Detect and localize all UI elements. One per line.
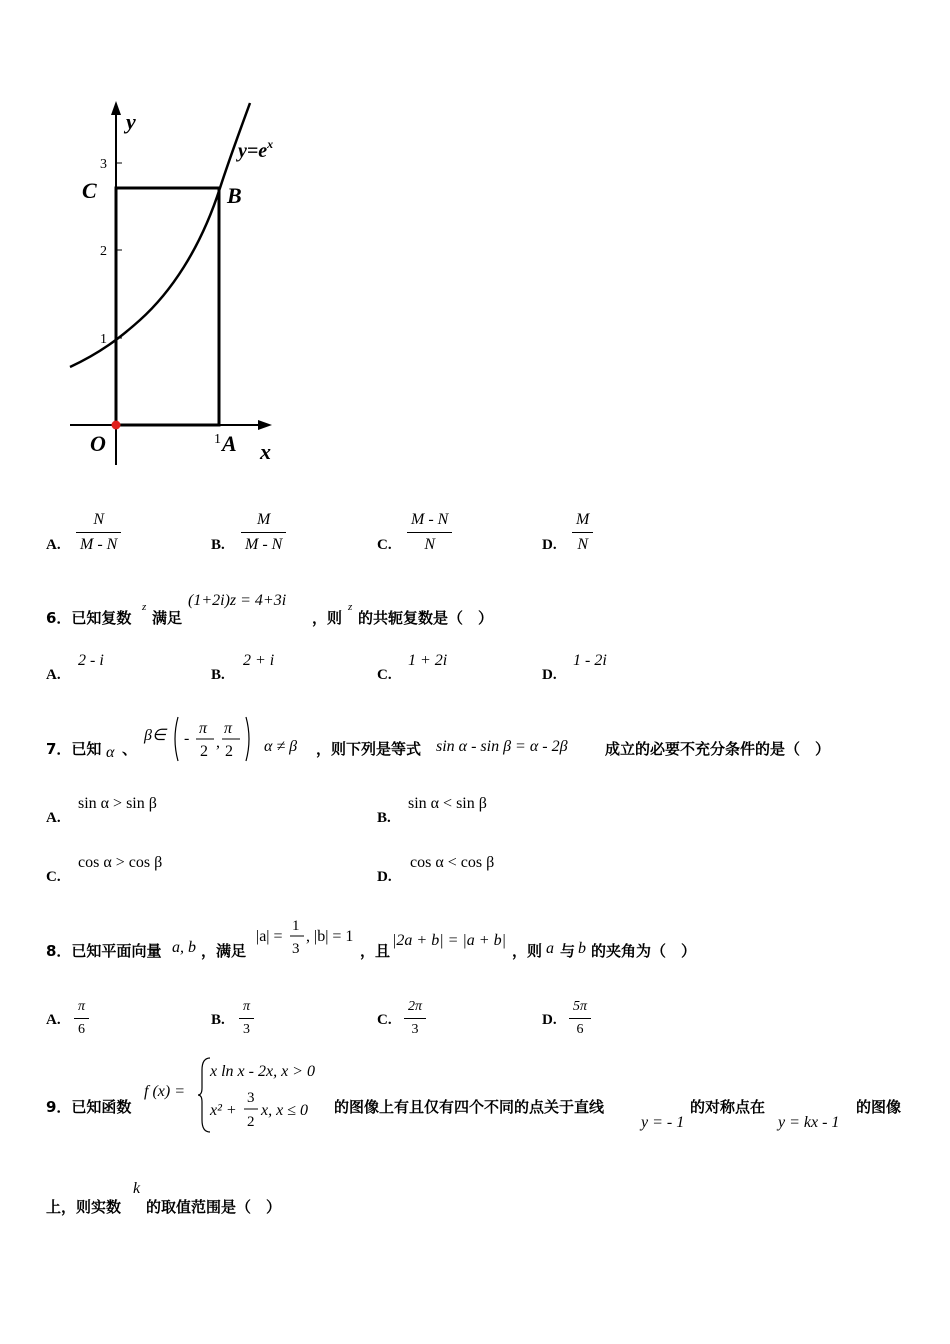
q7-option-b-label[interactable]: B. xyxy=(377,810,391,826)
q5-option-b-label[interactable]: B. xyxy=(211,537,225,553)
q8-b-abs: , |b| = 1 xyxy=(306,928,354,945)
q7-option-d-label[interactable]: D. xyxy=(377,869,392,885)
q6-option-d[interactable]: 1 - 2i xyxy=(573,652,607,669)
q9-case2-num: 3 xyxy=(247,1090,255,1106)
q8-cond: ，满足 xyxy=(201,942,247,960)
point-b-label: B xyxy=(227,183,242,208)
q8-eq: |2a + b| = |a + b| xyxy=(392,932,506,949)
point-c-label: C xyxy=(82,178,97,203)
q5-option-c-den: N xyxy=(424,536,435,553)
y-axis-label: y xyxy=(126,109,136,134)
q8-third xyxy=(288,912,308,960)
q7-option-a-label[interactable]: A. xyxy=(46,810,61,826)
q6-option-a[interactable]: 2 - i xyxy=(78,652,104,669)
q9-k: k xyxy=(133,1180,141,1197)
q5-option-b-num: M xyxy=(257,511,271,528)
q7-prefix: 7．已知 xyxy=(46,740,102,758)
q5-option-b-den: M - N xyxy=(245,536,283,553)
q8-option-c-den: 3 xyxy=(411,1022,419,1037)
q5-option-c-num: M - N xyxy=(411,511,449,528)
q7-comma: , xyxy=(216,734,220,751)
q9-line2-text: 上，则实数 xyxy=(46,1198,122,1216)
q9-case2-den: 2 xyxy=(247,1114,255,1130)
q8-option-a-den: 6 xyxy=(78,1022,85,1037)
q9-mid3: 的图像 xyxy=(856,1098,902,1116)
q8-option-d-label[interactable]: D. xyxy=(542,1012,557,1028)
q9-piecewise xyxy=(198,1054,334,1136)
q8-option-d[interactable] xyxy=(569,999,591,1038)
q8-prefix: 8．已知平面向量 xyxy=(46,942,162,960)
q6-equation: (1+2i)z = 4+3i xyxy=(188,592,287,609)
point-o-label: O xyxy=(90,431,106,456)
q8-suffix: 的夹角为（ ） xyxy=(591,942,697,960)
q5-option-d[interactable] xyxy=(572,511,593,554)
q8-then: ，则 xyxy=(512,942,543,960)
q7-mid: ，则下列是等式 xyxy=(316,740,422,758)
q8-option-c[interactable] xyxy=(404,999,426,1038)
q7-sep: 、 xyxy=(122,740,138,758)
q9-fx: f (x) = xyxy=(144,1083,185,1100)
q7-minus: - xyxy=(184,730,190,747)
exponential-figure xyxy=(60,95,300,475)
q7-pi-1: π xyxy=(199,720,208,737)
q5-option-c[interactable] xyxy=(407,511,452,554)
q8-option-a[interactable] xyxy=(74,999,89,1038)
point-a-label: A xyxy=(222,431,237,456)
q6-suffix: 的共轭复数是（ ） xyxy=(358,609,494,627)
q7-equation: sin α - sin β = α - 2β xyxy=(436,738,568,755)
q7-option-c[interactable]: cos α > cos β xyxy=(78,854,163,871)
q8-three: 3 xyxy=(292,941,300,957)
q8-mid: ，且 xyxy=(360,942,391,960)
q5-option-d-den: N xyxy=(577,536,588,553)
tick-label-3: 3 xyxy=(100,157,107,172)
q8-a: a xyxy=(546,940,554,957)
q6-mid: ，则 xyxy=(312,609,343,627)
q8-option-b-num: π xyxy=(243,999,251,1014)
q7-option-c-label[interactable]: C. xyxy=(46,869,61,885)
q9-case2-b: x, x ≤ 0 xyxy=(261,1102,308,1119)
q9-line1: y = - 1 xyxy=(641,1114,685,1131)
q7-alpha: α xyxy=(106,744,115,761)
x-axis-arrow xyxy=(258,420,272,430)
tick-label-x1: 1 xyxy=(214,432,221,447)
q7-beta-in: β∈ xyxy=(144,727,166,744)
q8-option-c-num: 2π xyxy=(408,999,423,1014)
q8-option-d-num: 5π xyxy=(573,999,588,1014)
q8-option-b-label[interactable]: B. xyxy=(211,1012,225,1028)
q5-option-d-label[interactable]: D. xyxy=(542,537,557,553)
q8-option-c-label[interactable]: C. xyxy=(377,1012,392,1028)
q8-vectors: a, b xyxy=(172,939,196,956)
q5-option-d-num: M xyxy=(576,511,590,528)
q9-prefix: 9．已知函数 xyxy=(46,1098,132,1116)
q8-option-b-den: 3 xyxy=(243,1022,250,1037)
q5-option-a[interactable] xyxy=(76,511,121,554)
q8-b: b xyxy=(578,940,586,957)
tick-label-1: 1 xyxy=(100,332,107,347)
curve-label: $y=e^x$ xyxy=(238,137,274,162)
q6-cond: 满足 xyxy=(152,609,183,627)
q8-with: 与 xyxy=(560,942,576,960)
q5-option-a-label[interactable]: A. xyxy=(46,537,61,553)
q7-option-a[interactable]: sin α > sin β xyxy=(78,795,157,812)
q7-two-1: 2 xyxy=(200,743,208,760)
y-axis-arrow xyxy=(111,101,121,115)
q6-option-d-label[interactable]: D. xyxy=(542,667,557,683)
q8-option-d-den: 6 xyxy=(576,1022,584,1037)
q6-prefix: 6．已知复数 xyxy=(46,609,132,627)
q7-option-d[interactable]: cos α < cos β xyxy=(410,854,495,871)
q6-option-b-label[interactable]: B. xyxy=(211,667,225,683)
q7-pi-2: π xyxy=(224,720,233,737)
q7-two-2: 2 xyxy=(225,743,233,760)
q6-var-z: z xyxy=(142,601,147,613)
x-axis-label: x xyxy=(260,439,271,464)
q5-option-a-den: M - N xyxy=(80,536,118,553)
q9-case1: x ln x - 2x, x > 0 xyxy=(210,1063,315,1080)
q8-one: 1 xyxy=(292,918,300,934)
q9-mid2: 的对称点在 xyxy=(690,1098,766,1116)
q6-option-c[interactable]: 1 + 2i xyxy=(408,652,448,669)
q7-neq: α ≠ β xyxy=(264,738,298,755)
q8-a-abs: |a| = xyxy=(256,928,283,945)
q8-option-a-num: π xyxy=(78,999,86,1014)
q6-option-a-label[interactable]: A. xyxy=(46,667,61,683)
q8-option-a-label[interactable]: A. xyxy=(46,1012,61,1028)
q6-var-z-2: z xyxy=(348,601,353,613)
q9-case2-a: x² + xyxy=(210,1102,237,1119)
q9-line2: y = kx - 1 xyxy=(778,1114,840,1131)
exp-curve xyxy=(70,103,250,367)
q7-interval xyxy=(172,714,252,764)
q5-option-a-num: N xyxy=(93,511,104,528)
q6-option-b[interactable]: 2 + i xyxy=(243,652,275,669)
q5-option-b[interactable] xyxy=(241,511,286,554)
q6-option-c-label[interactable]: C. xyxy=(377,667,392,683)
q8-option-b[interactable] xyxy=(239,999,254,1038)
q7-suffix: 成立的必要不充分条件的是（ ） xyxy=(605,740,831,758)
rectangle-oabc xyxy=(116,188,219,425)
q9-suffix: 的取值范围是（ ） xyxy=(146,1198,282,1216)
origin-point xyxy=(112,421,121,430)
q5-option-c-label[interactable]: C. xyxy=(377,537,392,553)
q7-option-b[interactable]: sin α < sin β xyxy=(408,795,487,812)
q9-mid1: 的图像上有且仅有四个不同的点关于直线 xyxy=(334,1098,605,1116)
tick-label-2: 2 xyxy=(100,244,107,259)
